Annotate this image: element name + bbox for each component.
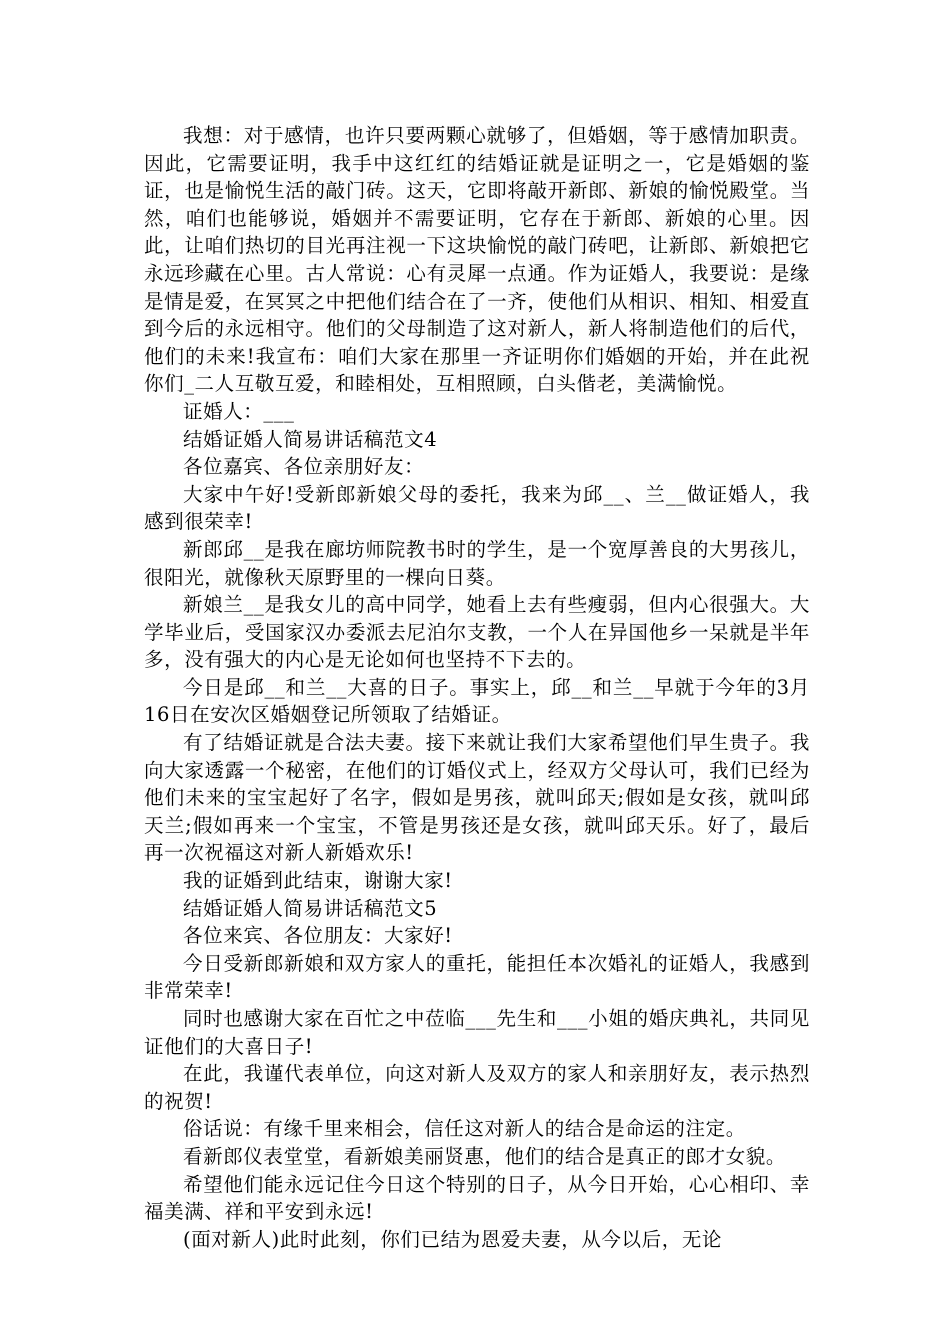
paragraph: 新郎邱__是我在廊坊师院教书时的学生，是一个宽厚善良的大男孩儿，很阳光，就像秋天原野里的一棵向日葵。 <box>144 537 810 589</box>
paragraph: 在此，我谨代表单位，向这对新人及双方的家人和亲朋好友，表示热烈的祝贺! <box>144 1062 810 1113</box>
section-heading: 结婚证婚人简易讲话稿范文5 <box>183 896 438 920</box>
paragraph: (面对新人)此时此刻，你们已结为恩爱夫妻，从今以后，无论 <box>183 1227 723 1251</box>
paragraph: 我想：对于感情，也许只要两颗心就够了，但婚姻，等于感情加职责。因此，它需要证明，我手中这红红的结婚证就是证明之一，它是婚姻的鉴证，也是愉悦生活的敲门砖。这天，它即将敲开新郎、新娘的愉悦殿堂。当然，咱们也能够说，婚姻并不需要证明，它存在于新郎、新娘的心里。因此，让咱们热切的目光再注视一下这块愉悦的敲门砖吧，让新郎、新娘把它永远珍藏在心里。古人常说：心有灵犀一点通。作为证婚人，我要说：是缘是情是爱，在冥冥之中把他们结合在了一齐，使他们从相识、相知、相爱直到今后的永远相守。他们的父母制造了这对新人，新人将制造他们的后代，他们的未来!我宣布：咱们大家在那里一齐证明你们婚姻的开始，并在此祝你们_二人互敬互爱，和睦相处，互相照顾，白头偕老，美满愉悦。 <box>144 124 810 396</box>
witness-signature-line: 证婚人：___ <box>183 399 295 423</box>
paragraph: 看新郎仪表堂堂，看新娘美丽贤惠，他们的结合是真正的郎才女貌。 <box>183 1144 787 1168</box>
paragraph: 今日受新郎新娘和双方家人的重托，能担任本次婚礼的证婚人，我感到非常荣幸! <box>144 951 810 1003</box>
closing-line: 我的证婚到此结束，谢谢大家! <box>183 869 453 893</box>
salutation: 各位嘉宾、各位亲朋好友： <box>183 455 425 479</box>
document-body <box>144 122 810 1253</box>
paragraph: 有了结婚证就是合法夫妻。接下来就让我们大家希望他们早生贵子。我向大家透露一个秘密，在他们的订婚仪式上，经双方父母认可，我们已经为他们未来的宝宝起好了名字，假如是男孩，就叫邱天;假如是女孩，就叫邱天兰;假如再来一个宝宝，不管是男孩还是女孩，就叫邱天乐。好了，最后再一次祝福这对新人新婚欢乐! <box>144 731 810 865</box>
paragraph: 同时也感谢大家在百忙之中莅临___先生和___小姐的婚庆典礼，共同见证他们的大喜日子! <box>144 1007 810 1058</box>
paragraph: 大家中午好!受新郎新娘父母的委托，我来为邱__、兰__做证婚人，我感到很荣幸! <box>144 482 810 534</box>
paragraph: 新娘兰__是我女儿的高中同学，她看上去有些瘦弱，但内心很强大。大学毕业后，受国家汉办委派去尼泊尔支教，一个人在异国他乡一呆就是半年多，没有强大的内心是无论如何也坚持不下去的。 <box>144 593 810 672</box>
paragraph: 俗话说：有缘千里来相会，信任这对新人的结合是命运的注定。 <box>183 1117 746 1141</box>
salutation: 各位来宾、各位朋友：大家好! <box>183 924 453 948</box>
paragraph: 今日是邱__和兰__大喜的日子。事实上，邱__和兰__早就于今年的3月16日在安次区婚姻登记所领取了结婚证。 <box>144 675 810 727</box>
section-heading: 结婚证婚人简易讲话稿范文4 <box>183 427 438 451</box>
paragraph: 希望他们能永远记住今日这个特别的日子，从今日开始，心心相印、幸福美满、祥和平安到永远! <box>144 1172 810 1224</box>
